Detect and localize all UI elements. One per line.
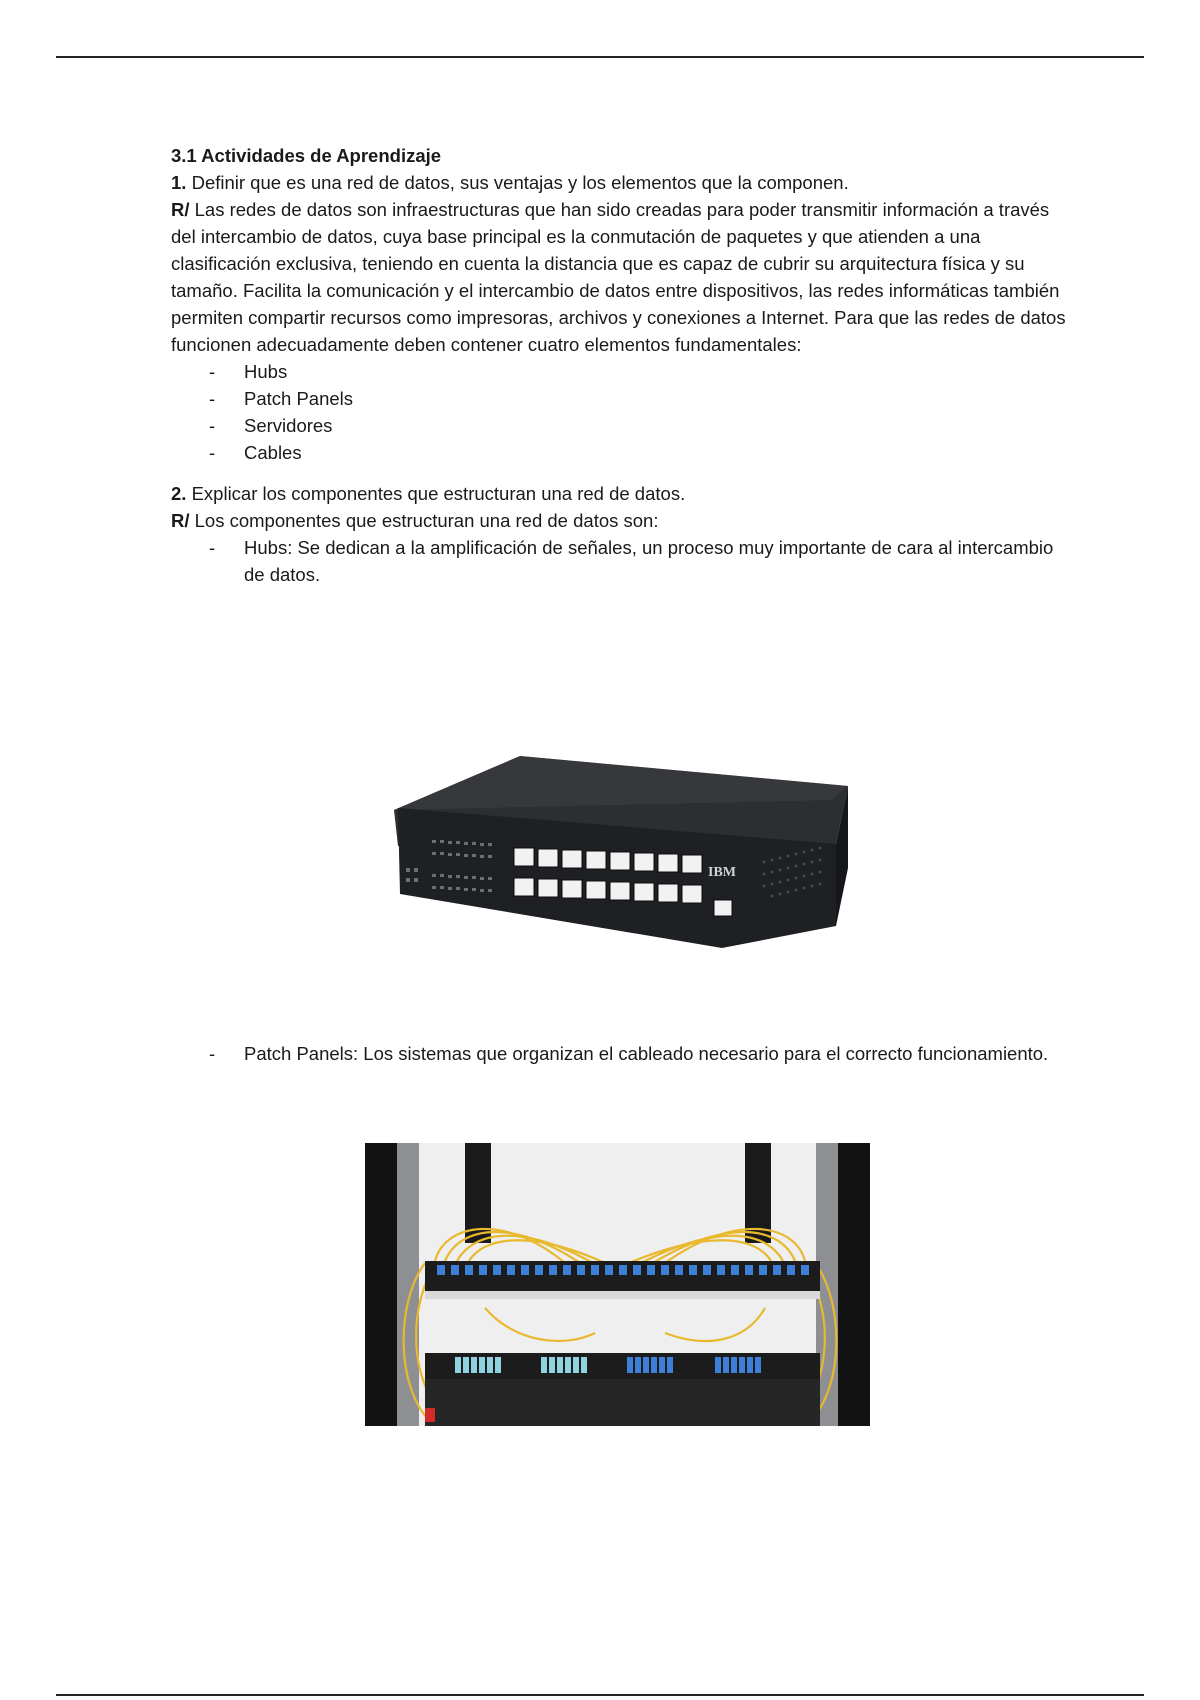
list-item: - Cables: [171, 439, 1071, 466]
brand-logo: IBM: [708, 865, 736, 880]
question-2-text: Explicar los componentes que estructuran una red de datos.: [186, 483, 686, 504]
component-hubs: - Hubs: Se dedican a la amplificación de señales, un proceso muy importante de cara al intercambio de datos.: [171, 534, 1071, 588]
footer-rule: [56, 1694, 1144, 1696]
list-item: - Patch Panels: [171, 385, 1071, 412]
component-patch-panels: - Patch Panels: Los sistemas que organizan el cableado necesario para el correcto funcionamiento.: [171, 1040, 1071, 1067]
red-marker: [425, 1408, 435, 1422]
list-item: - Servidores: [171, 412, 1071, 439]
patch-panel-rack-photo: [365, 1143, 870, 1426]
question-1-number: 1.: [171, 172, 187, 193]
elements-list: [171, 358, 1071, 466]
answer-2: [171, 507, 1071, 534]
question-1: [171, 169, 1071, 196]
answer-1: [171, 196, 1071, 358]
network-switch-photo: [392, 748, 848, 960]
section-title: 3.1 Actividades de Aprendizaje: [171, 145, 442, 166]
answer-1-prefix: R/: [171, 199, 190, 220]
question-1-text: Definir que es una red de datos, sus ventajas y los elementos que la componen.: [186, 172, 849, 193]
header-rule: [56, 56, 1144, 58]
document-body: [171, 142, 1071, 602]
components-list: [171, 534, 1071, 588]
answer-2-prefix: R/: [171, 510, 190, 531]
answer-2-text: Los componentes que estructuran una red de datos son:: [189, 510, 659, 531]
question-2: [171, 480, 1071, 507]
components-list-continued: [171, 1040, 1071, 1067]
list-item: - Hubs: [171, 358, 1071, 385]
question-2-number: 2.: [171, 483, 187, 504]
answer-1-text: Las redes de datos son infraestructuras que han sido creadas para poder transmitir información a través del intercambio de datos, cuya base principal es la conmutación de paquetes y que atienden a una clasificación exclusiva, teniendo en cuenta la distancia que es capaz de cubrir su arquitectura física y su tamaño. Facilita la comunicación y el intercambio de datos entre dispositivos, las redes informáticas también permiten compartir recursos como impresoras, archivos y conexiones a Internet. Para que las redes de datos funcionen adecuadamente deben contener cuatro elementos fundamentales:: [171, 199, 1066, 355]
